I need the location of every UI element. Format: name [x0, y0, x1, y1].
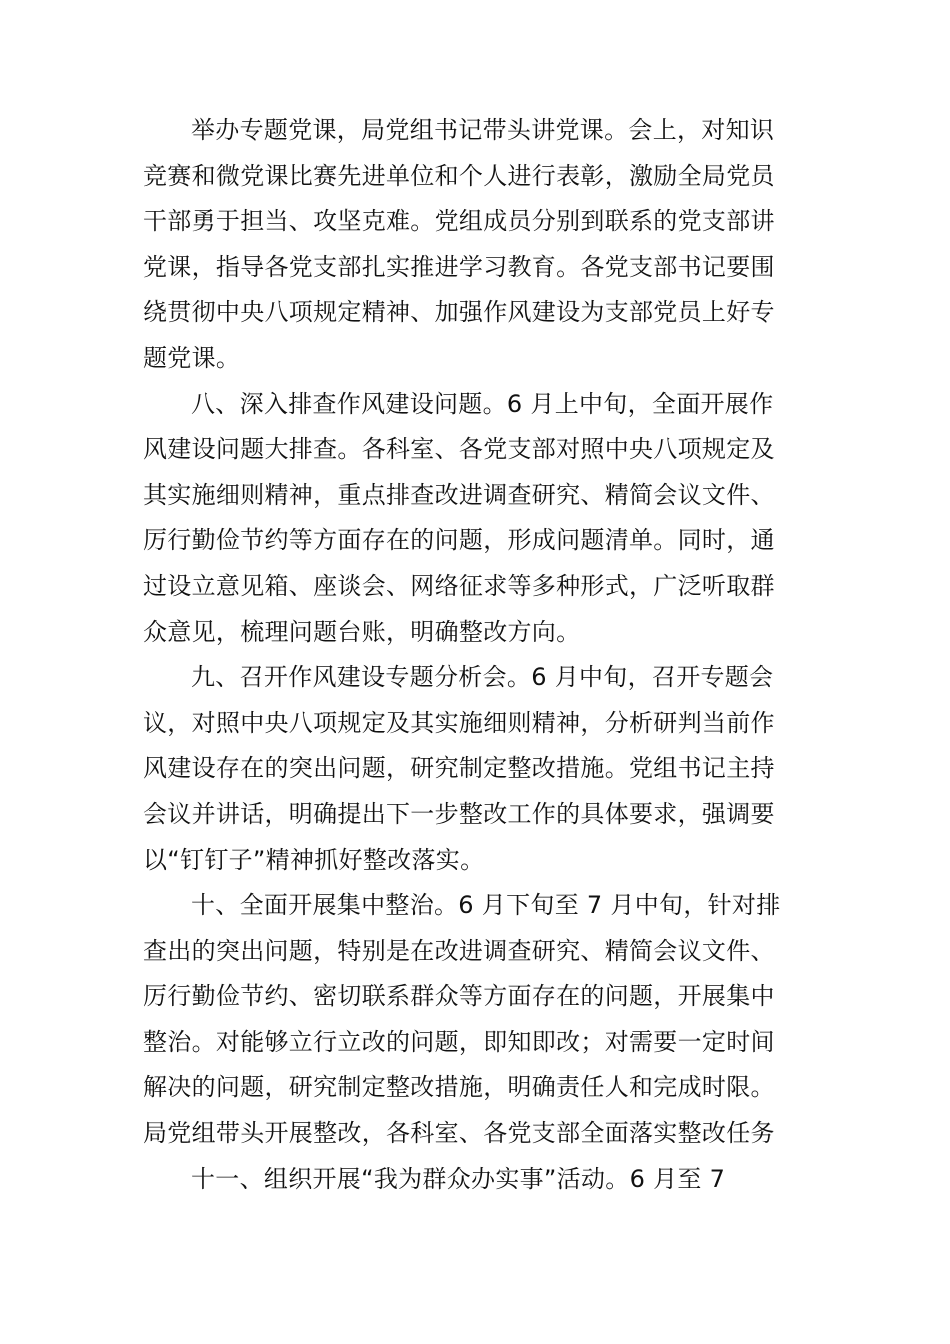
text-line: 风建设存在的突出问题，研究制定整改措施。党组书记主持 — [143, 754, 775, 783]
paragraph-item-8 — [143, 382, 809, 656]
text-line: 绕贯彻中央八项规定精神、加强作风建设为支部党员上好专 — [143, 298, 775, 327]
text-line: 议，对照中央八项规定及其实施细则精神，分析研判当前作 — [143, 708, 775, 737]
text-line: 局党组带头开展整改，各科室、各党支部全面落实整改任务 — [143, 1119, 775, 1148]
text-line: 举办专题党课，局党组书记带头讲党课。会上，对知识 — [191, 116, 775, 144]
text-line: 九、召开作风建设专题分析会。6 月中旬，召开专题会 — [191, 663, 774, 692]
text-line: 风建设问题大排查。各科室、各党支部对照中央八项规定及 — [143, 435, 775, 464]
document-body — [143, 108, 809, 1202]
text-line: 党课，指导各党支部扎实推进学习教育。各党支部书记要围 — [143, 252, 775, 281]
text-line: 题党课。 — [143, 343, 241, 372]
text-line: 查出的突出问题，特别是在改进调查研究、精简会议文件、 — [143, 936, 775, 965]
text-line: 十、全面开展集中整治。6 月下旬至 7 月中旬，针对排 — [191, 891, 781, 920]
text-line: 众意见，梳理问题台账，明确整改方向。 — [143, 617, 581, 646]
paragraph-item-9 — [143, 655, 809, 883]
paragraph-party-lecture — [143, 108, 809, 382]
text-line: 以“钉钉子”精神抓好整改落实。 — [143, 845, 485, 874]
text-line: 其实施细则精神，重点排查改进调查研究、精简会议文件、 — [143, 480, 775, 509]
text-line: 竞赛和微党课比赛先进单位和个人进行表彰，激励全局党员 — [143, 161, 775, 190]
paragraph-item-10 — [143, 883, 809, 1157]
text-line: 厉行勤俭节约、密切联系群众等方面存在的问题，开展集中 — [143, 982, 775, 1011]
text-line: 十一、组织开展“我为群众办实事”活动。6 月至 7 — [191, 1164, 726, 1193]
text-line: 解决的问题，研究制定整改措施，明确责任人和完成时限。 — [143, 1073, 775, 1102]
text-line: 干部勇于担当、攻坚克难。党组成员分别到联系的党支部讲 — [143, 207, 775, 236]
text-line: 整治。对能够立行立改的问题，即知即改；对需要一定时间 — [143, 1027, 775, 1056]
text-line: 厉行勤俭节约等方面存在的问题，形成问题清单。同时，通 — [143, 526, 775, 555]
text-line: 过设立意见箱、座谈会、网络征求等多种形式，广泛听取群 — [143, 571, 775, 600]
text-line: 会议并讲话，明确提出下一步整改工作的具体要求，强调要 — [143, 799, 775, 828]
paragraph-item-11 — [143, 1157, 809, 1203]
text-line: 八、深入排查作风建设问题。6 月上中旬，全面开展作 — [191, 389, 774, 418]
